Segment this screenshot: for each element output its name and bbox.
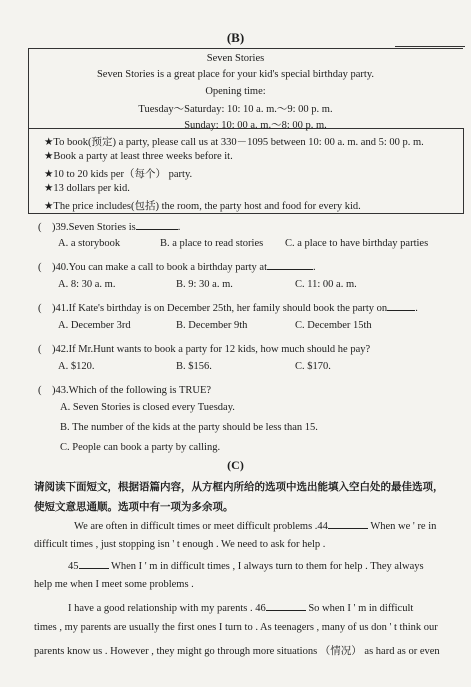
answer-blank xyxy=(267,259,313,270)
option-43a: A. Seven Stories is closed every Tuesday. xyxy=(60,402,235,413)
question-40 xyxy=(38,259,316,274)
note-5: ★The price includes(包括) the room, the party host and food for every kid. xyxy=(44,201,361,212)
text: We are often in difficult times or meet difficult problems .44 xyxy=(74,521,328,532)
text: When I ' m in difficult times , I always turn to them for help . They always xyxy=(110,561,424,572)
option-41c: C. December 15th xyxy=(295,320,372,331)
text: I have a good relationship with my parents . 46 xyxy=(68,603,266,614)
question-stem: ( )43.Which of the following is TRUE? xyxy=(38,385,212,396)
option-39b: B. a place to read stories xyxy=(160,238,264,249)
question-stem: ( )42.If Mr.Hunt wants to book a party for 12 kids, how much should he pay? xyxy=(38,344,371,355)
option-39a: A. a storybook xyxy=(58,238,121,249)
answer-blank xyxy=(387,300,415,311)
blank-number: 45 xyxy=(68,561,79,572)
option-42a: A. $120. xyxy=(58,361,95,372)
option-42b: B. $156. xyxy=(176,361,212,372)
paragraph-2-line-2: help me when I meet some problems . xyxy=(34,579,194,590)
option-40a: A. 8: 30 a. m. xyxy=(58,279,116,290)
note-4: ★13 dollars per kid. xyxy=(44,183,130,194)
stem-end: . xyxy=(313,262,316,273)
stem-end: . xyxy=(177,222,181,233)
text: When we ' re in xyxy=(370,521,437,532)
paragraph-1-line-2: difficult times , just stopping isn ' t enough . We need to ask for help . xyxy=(34,539,326,550)
hours-weekday: Tuesday～Saturday: 10: 10 a. m.～9: 00 p. m. xyxy=(138,104,333,115)
option-40b: B. 9: 30 a. m. xyxy=(176,279,233,290)
hours-sunday: Sunday: 10: 00 a. m.～8: 00 p. m. xyxy=(184,120,327,131)
paragraph-3-line-1 xyxy=(68,601,413,614)
option-42c: C. $170. xyxy=(295,361,331,372)
paragraph-3-line-2: times , my parents are usually the first ones I turn to . As teenagers , many of us don ' t think our xyxy=(34,622,438,633)
ad-title: Seven Stories xyxy=(206,53,265,64)
option-41b: B. December 9th xyxy=(176,320,248,331)
instruction-line-2: 使短文意思通顺。选项中有一项为多余项。 xyxy=(34,501,234,513)
question-stem: ( )41.If Kate's birthday is on December 25th, her family should book the party on xyxy=(38,303,388,314)
stem-end: . xyxy=(415,303,418,314)
option-43c: C. People can book a party by calling. xyxy=(60,442,221,453)
note-2: ★Book a party at least three weeks before it. xyxy=(44,151,233,162)
question-stem: ( )40.You can make a call to book a birthday party at xyxy=(38,262,267,273)
question-stem: ( )39.Seven Stories is xyxy=(38,222,136,233)
option-41a: A. December 3rd xyxy=(58,320,131,331)
hours-label: Opening time: xyxy=(205,86,266,97)
blank-45 xyxy=(79,559,109,569)
question-41 xyxy=(38,300,418,315)
option-39c: C. a place to have birthday parties xyxy=(285,238,429,249)
section-c-heading: (C) xyxy=(227,458,244,472)
instruction-line-1: 请阅读下面短文，根据语篇内容，从方框内所给的选项中选出能填入空白处的最佳选项， xyxy=(34,481,444,493)
paragraph-2-line-1 xyxy=(68,559,424,572)
blank-46 xyxy=(266,601,306,611)
answer-blank xyxy=(136,219,178,230)
divider xyxy=(395,46,465,47)
option-43b: B. The number of the kids at the party should be less than 15. xyxy=(60,422,318,433)
section-b-heading: (B) xyxy=(226,30,245,45)
text: So when I ' m in difficult xyxy=(308,603,414,614)
blank-44 xyxy=(328,519,368,529)
option-40c: C. 11: 00 a. m. xyxy=(295,279,357,290)
ad-intro: Seven Stories is a great place for your kid's special birthday party. xyxy=(96,69,375,80)
question-42 xyxy=(38,341,370,356)
question-43 xyxy=(38,382,211,397)
note-3: ★10 to 20 kids per（每个） party. xyxy=(44,169,193,180)
paragraph-1-line-1 xyxy=(74,519,436,532)
paragraph-3-line-3: parents know us . However , they might go through more situations （情况） as hard as or even xyxy=(34,646,440,657)
question-39 xyxy=(38,219,180,234)
note-1: ★To book(预定) a party, please call us at 330－1095 between 10: 00 a. m. and 5: 00 p. m. xyxy=(44,137,424,148)
